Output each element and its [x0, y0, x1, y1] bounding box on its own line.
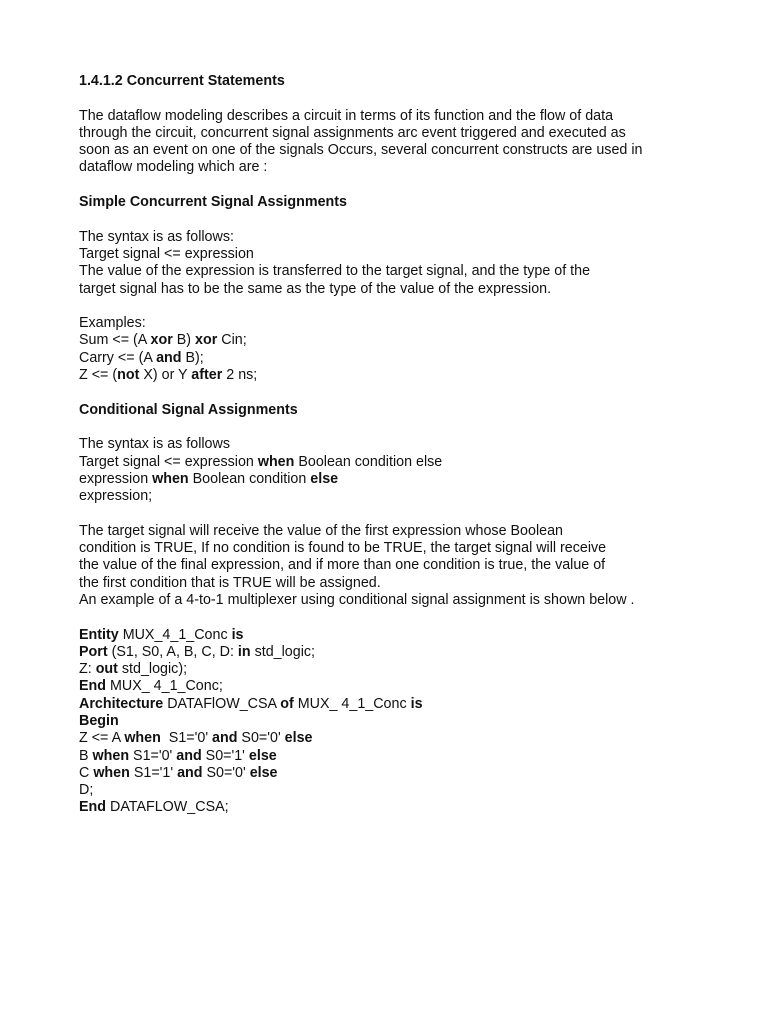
conditional-desc-line: An example of a 4-to-1 multiplexer using conditional signal assignment is shown below .: [79, 591, 635, 608]
section-title: 1.4.1.2 Concurrent Statements: [79, 73, 285, 89]
code-line: [79, 730, 719, 747]
code-line: [79, 644, 719, 661]
spacer: [79, 177, 719, 194]
text: B): [172, 332, 196, 349]
keyword: xor: [150, 332, 173, 349]
keyword: Begin: [79, 712, 119, 729]
text: D;: [79, 782, 94, 799]
keyword: after: [191, 367, 223, 384]
keyword: Architecture: [79, 695, 164, 712]
keyword: not: [117, 367, 140, 384]
keyword: and: [212, 730, 238, 747]
conditional-desc-line: the value of the final expression, and if more than one condition is true, the value of: [79, 557, 606, 574]
text: S0='0': [237, 730, 285, 747]
keyword: when: [92, 747, 130, 764]
spacer: [79, 298, 719, 315]
text: Boolean condition else: [294, 453, 443, 470]
keyword: else: [248, 747, 277, 764]
text: S0='0': [202, 764, 250, 781]
spacer: [79, 419, 719, 436]
examples-label: Examples:: [79, 315, 146, 332]
text: std_logic;: [250, 643, 316, 660]
keyword: in: [237, 643, 251, 660]
text: Target signal <= expression: [79, 453, 258, 470]
intro-line: dataflow modeling which are :: [79, 159, 268, 176]
simple-heading: Simple Concurrent Signal Assignments: [79, 194, 347, 211]
text: DATAFlOW_CSA: [163, 695, 281, 712]
code-line: [79, 678, 719, 695]
text: Sum <= (A: [79, 332, 151, 349]
spacer: [79, 90, 719, 107]
document-page: [79, 73, 719, 817]
text: MUX_ 4_1_Conc: [293, 695, 411, 712]
text: S1='1': [129, 764, 178, 781]
simple-desc-line: target signal has to be the same as the type of the value of the expression.: [79, 280, 552, 297]
example-z: [79, 367, 719, 384]
text: expression: [79, 470, 153, 487]
simple-syntax-intro: The syntax is as follows:: [79, 228, 234, 245]
text: Z <= (: [79, 367, 118, 384]
text: (S1, S0, A, B, C, D:: [107, 643, 238, 660]
keyword: else: [249, 764, 278, 781]
code-line: [79, 799, 719, 816]
keyword: and: [176, 747, 202, 764]
keyword: when: [93, 764, 130, 781]
text: 2 ns;: [222, 367, 258, 384]
conditional-desc-line: the first condition that is TRUE will be assigned.: [79, 574, 381, 591]
text: std_logic);: [117, 661, 188, 678]
keyword: when: [124, 730, 161, 747]
keyword: and: [177, 764, 203, 781]
text: Cin;: [217, 332, 247, 349]
code-line: [79, 713, 719, 730]
text: MUX_4_1_Conc: [118, 626, 232, 643]
keyword: End: [79, 678, 107, 695]
example-carry: [79, 350, 719, 367]
spacer: [79, 505, 719, 522]
keyword: is: [231, 626, 244, 643]
conditional-syntax-line: expression;: [79, 488, 153, 505]
code-line: [79, 765, 719, 782]
text: C: [79, 764, 94, 781]
keyword: Port: [79, 643, 108, 660]
keyword: when: [152, 470, 189, 487]
intro-line: soon as an event on one of the signals Occurs, several concurrent constructs are used in: [79, 142, 643, 159]
conditional-syntax-line: [79, 454, 719, 471]
spacer: [79, 211, 719, 228]
code-line: [79, 748, 719, 765]
text: MUX_ 4_1_Conc;: [106, 678, 223, 695]
code-line: [79, 627, 719, 644]
text: B: [79, 747, 93, 764]
code-line: [79, 661, 719, 678]
keyword: End: [79, 799, 107, 816]
keyword: out: [95, 661, 118, 678]
keyword: when: [257, 453, 295, 470]
simple-desc-line: The value of the expression is transferred to the target signal, and the type of the: [79, 263, 591, 280]
conditional-heading: Conditional Signal Assignments: [79, 401, 298, 418]
conditional-desc-line: condition is TRUE, If no condition is found to be TRUE, the target signal will receive: [79, 540, 607, 557]
text: Z:: [79, 661, 96, 678]
keyword: Entity: [79, 626, 119, 643]
text: S1='0': [160, 730, 213, 747]
simple-syntax-line: Target signal <= expression: [79, 245, 254, 262]
keyword: xor: [195, 332, 218, 349]
code-line: [79, 696, 719, 713]
spacer: [79, 384, 719, 401]
text: S0='1': [201, 747, 249, 764]
text: B);: [181, 349, 204, 366]
spacer: [79, 609, 719, 626]
intro-line: through the circuit, concurrent signal assignments arc event triggered and executed as: [79, 124, 626, 141]
conditional-syntax-line: [79, 471, 719, 488]
keyword: of: [280, 695, 294, 712]
text: Z <= A: [79, 730, 125, 747]
conditional-syntax-intro: The syntax is as follows: [79, 436, 230, 453]
text: S1='0': [129, 747, 177, 764]
code-line: [79, 782, 719, 799]
text: Boolean condition: [188, 470, 311, 487]
intro-line: The dataflow modeling describes a circuit in terms of its function and the flow of data: [79, 107, 614, 124]
keyword: else: [284, 730, 313, 747]
keyword: and: [156, 349, 182, 366]
text: DATAFLOW_CSA;: [106, 799, 229, 816]
keyword: is: [410, 695, 423, 712]
text: X) or Y: [139, 367, 192, 384]
conditional-desc-line: The target signal will receive the value of the first expression whose Boolean: [79, 522, 563, 539]
example-sum: [79, 332, 719, 349]
keyword: else: [310, 470, 339, 487]
text: Carry <= (A: [79, 349, 157, 366]
